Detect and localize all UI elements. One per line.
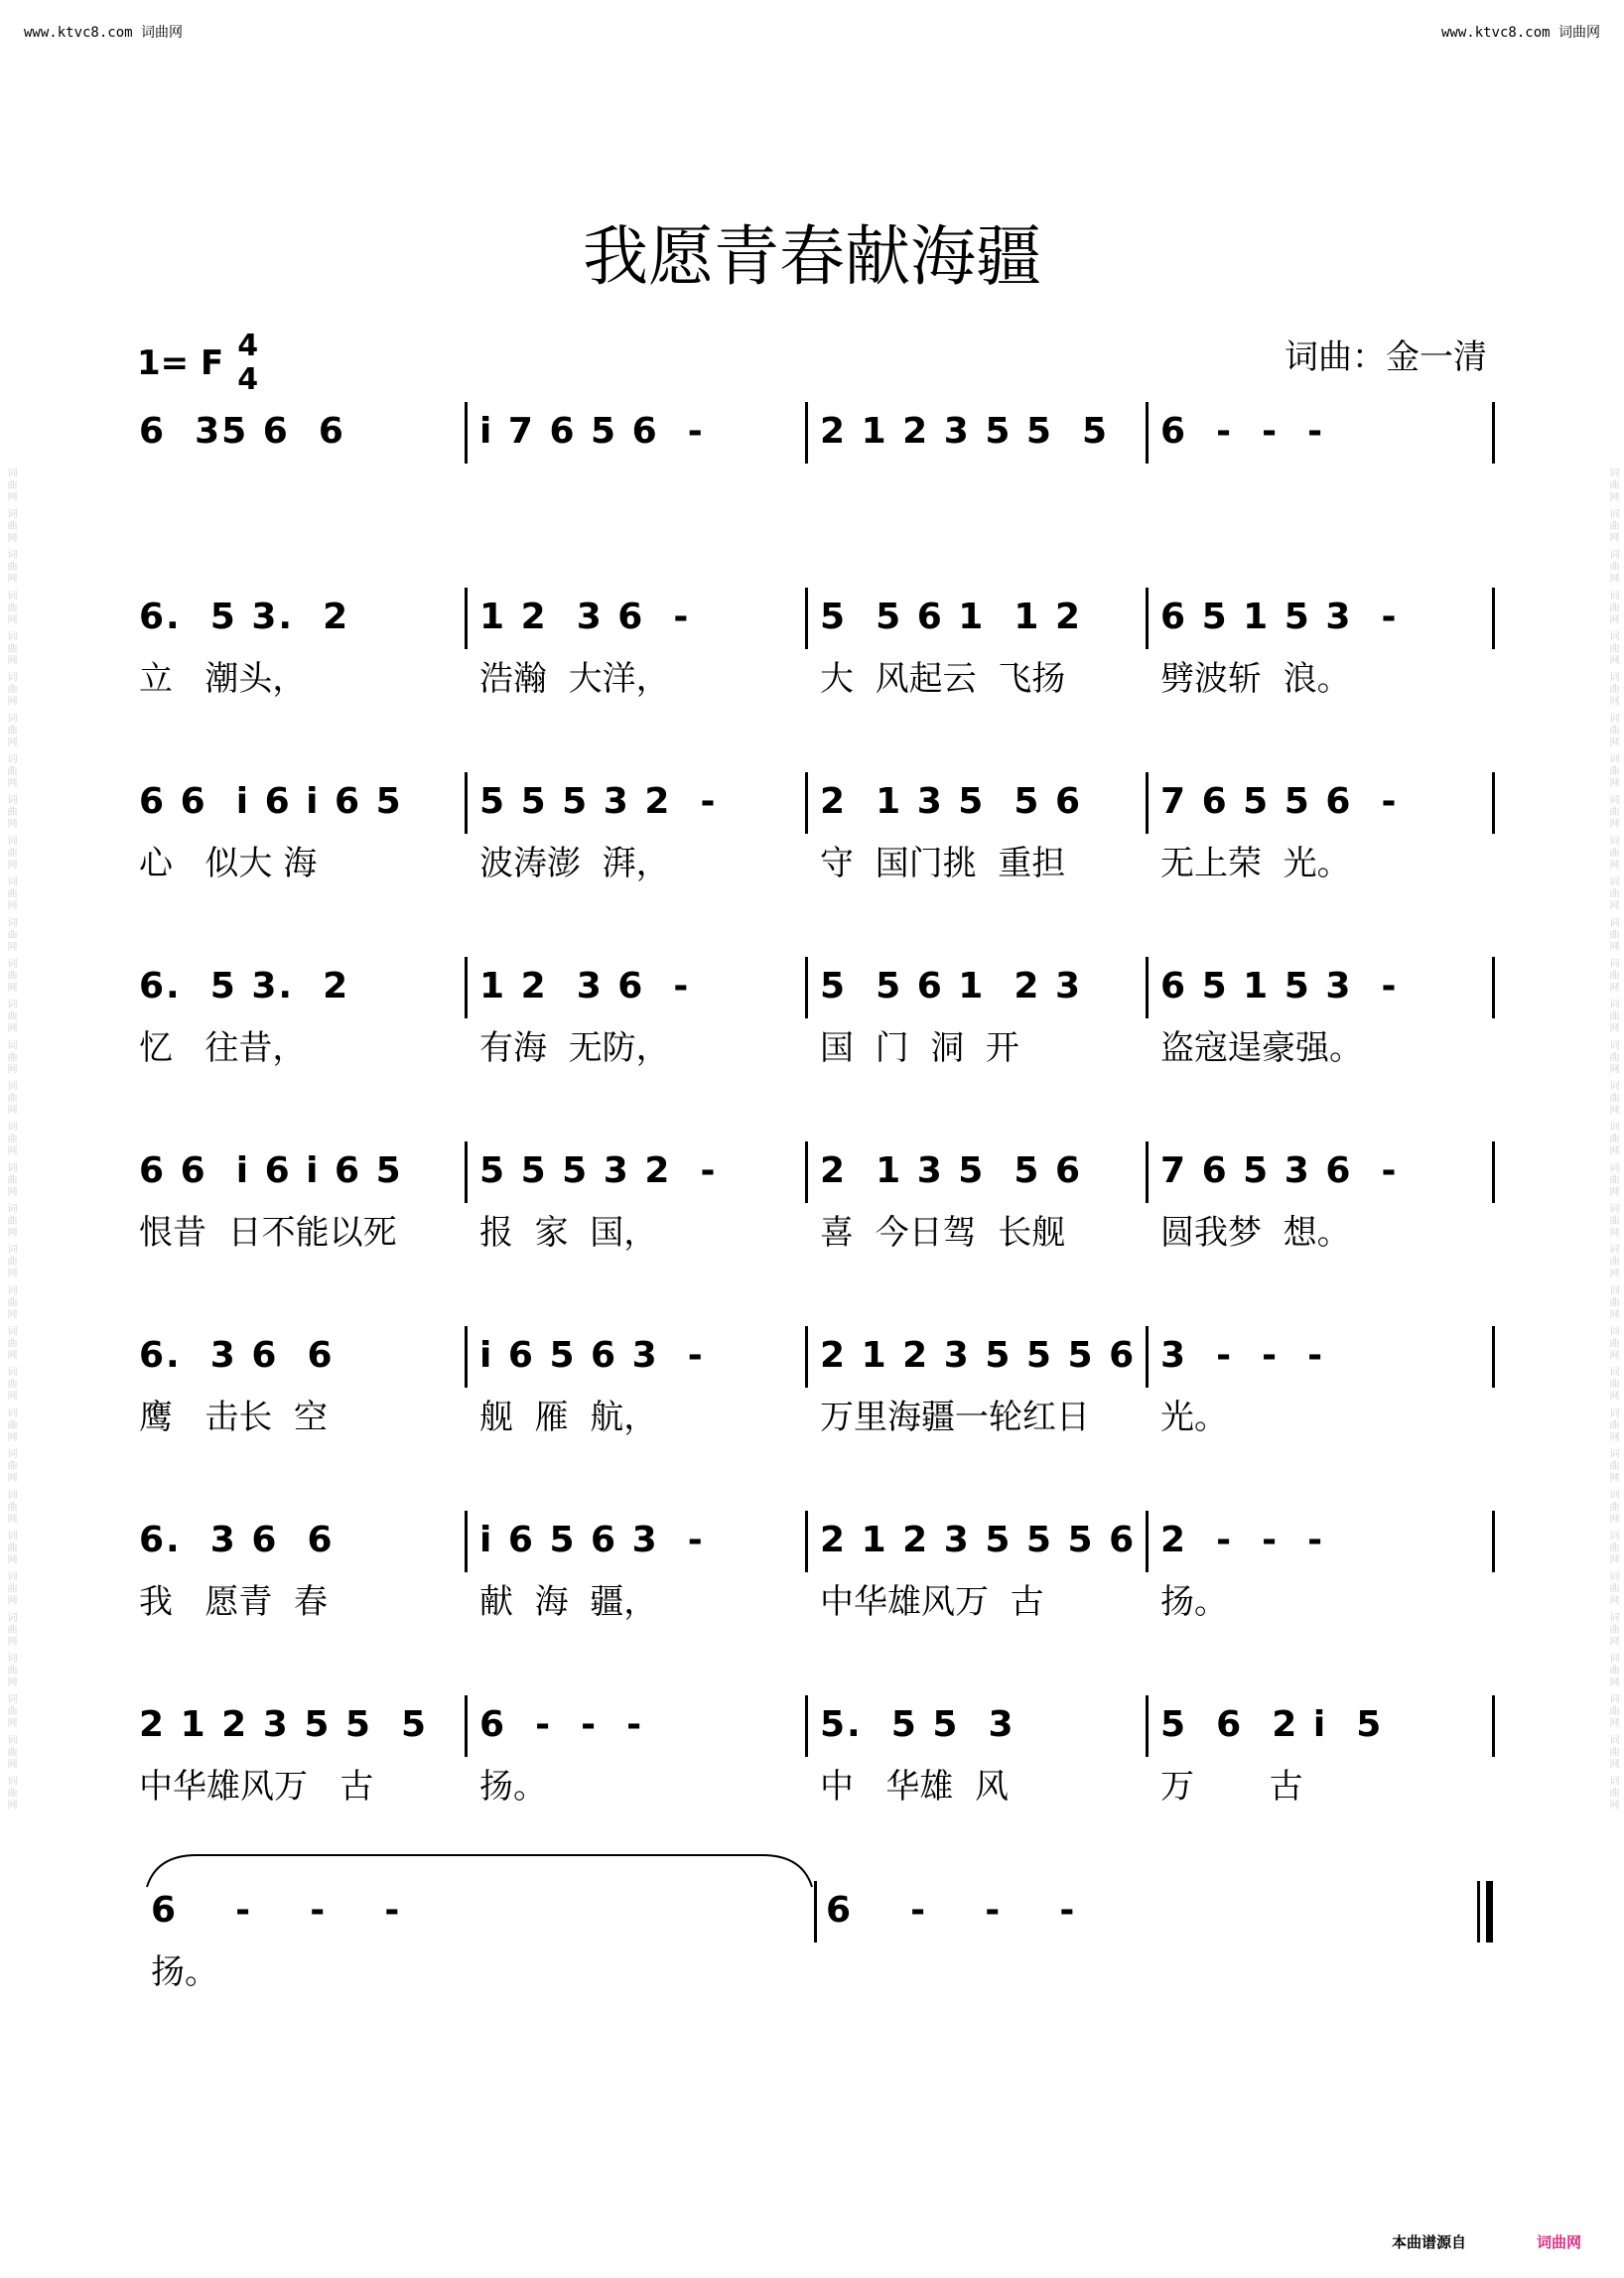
measure: 2 1 3 5 5 6 — [820, 1150, 1083, 1191]
final-barline-thin — [1477, 1881, 1480, 1943]
measure: 6 35 6 6 — [139, 411, 345, 452]
measure: 1 2 3 6 - — [479, 597, 691, 637]
lyric-line: 喜 今日驾 长舰 — [820, 1213, 1066, 1253]
key-signature — [137, 330, 258, 397]
score-system — [137, 1881, 1497, 2020]
barline — [465, 1141, 468, 1203]
lyric-line: 扬。 — [1160, 1582, 1228, 1622]
site-url-left: www.ktvc8.com 词曲网 — [24, 25, 184, 41]
composer-credit: 词曲：金一清 — [1285, 337, 1487, 377]
measure: 6 - - - — [1160, 411, 1325, 452]
score-system — [137, 1326, 1497, 1465]
measure: 6 5 1 5 3 - — [1160, 597, 1399, 637]
measure: 5 5 6 1 2 3 — [820, 966, 1083, 1006]
lyric-line: 万里海疆一轮红日 — [820, 1398, 1090, 1437]
lyric-line: 报 家 国， — [479, 1213, 658, 1253]
measure: 2 1 2 3 5 5 5 6 — [820, 1335, 1137, 1376]
lyric-line: 我 愿青 春 — [139, 1582, 329, 1622]
barline — [805, 588, 808, 649]
lyric-line: 心 似大 海 — [139, 844, 318, 883]
lyric-line: 大 风起云 飞扬 — [820, 659, 1066, 699]
time-top: 4 — [237, 329, 259, 363]
lyric-line: 鹰 击长 空 — [139, 1398, 329, 1437]
lyric-line: 万 古 — [1160, 1767, 1303, 1807]
barline — [805, 1695, 808, 1757]
measure: i 6 5 6 3 - — [479, 1335, 705, 1376]
lyric-line: 扬。 — [479, 1767, 547, 1807]
measure: 6. 3 6 6 — [139, 1520, 335, 1560]
lyric-line: 中华雄风万 古 — [820, 1582, 1044, 1622]
lyric-line: 恨昔 日不能以死 — [139, 1213, 397, 1253]
measure: 6 6 i 6 i 6 5 — [139, 781, 403, 822]
barline — [805, 1511, 808, 1572]
side-watermark-left: 词曲网 词曲网 词曲网 词曲网 词曲网 词曲网 词曲网 词曲网 词曲网 词曲网 词曲网 词曲网 词曲网 词曲网 词曲网 词曲网 词曲网 词曲网 词曲网 词曲网 词曲网 词曲网 词曲网 词曲网 词曲网 词曲网 词曲网 词曲网 词曲网 词曲网 词曲网 词曲网 词曲网 — [5, 467, 16, 1811]
barline — [465, 1511, 468, 1572]
lyric-line: 无上荣 光。 — [1160, 844, 1351, 883]
barline — [1492, 588, 1495, 649]
measure: 7 6 5 3 6 - — [1160, 1150, 1399, 1191]
barline — [465, 588, 468, 649]
measure: 6. 5 3. 2 — [139, 966, 350, 1006]
barline — [465, 957, 468, 1018]
score-system — [137, 402, 1497, 541]
lyric-line: 守 国门挑 重担 — [820, 844, 1066, 883]
score-system — [137, 772, 1497, 911]
lyric-line: 光。 — [1160, 1398, 1228, 1437]
lyric-line: 圆我梦 想。 — [1160, 1213, 1351, 1253]
key-label: 1= F — [137, 343, 224, 383]
measure: 5 5 6 1 1 2 — [820, 597, 1083, 637]
barline — [1146, 402, 1149, 464]
lyric-line: 浩瀚 大洋， — [479, 659, 670, 699]
barline — [1146, 1695, 1149, 1757]
score-system — [137, 1695, 1497, 1834]
barline — [1146, 588, 1149, 649]
measure: 5 5 5 3 2 - — [479, 781, 718, 822]
measure: 2 1 2 3 5 5 5 — [139, 1704, 429, 1745]
barline — [805, 772, 808, 834]
lyric-line: 扬。 — [151, 1952, 218, 1992]
barline — [1492, 1326, 1495, 1388]
song-title: 我愿青春献海疆 — [583, 218, 1041, 295]
measure: 3 - - - — [1160, 1335, 1325, 1376]
measure: 1 2 3 6 - — [479, 966, 691, 1006]
barline — [814, 1881, 817, 1943]
barline — [1146, 1326, 1149, 1388]
lyric-line: 舰 雁 航， — [479, 1398, 658, 1437]
barline — [1146, 772, 1149, 834]
measure: 2 - - - — [1160, 1520, 1325, 1560]
barline — [1492, 1141, 1495, 1203]
score-system — [137, 1141, 1497, 1280]
lyric-line: 国 门 洞 开 — [820, 1028, 1019, 1068]
footer-source-label: 本曲谱源自 — [1392, 2233, 1467, 2251]
barline — [1492, 402, 1495, 464]
barline — [1146, 957, 1149, 1018]
measure: 6. 5 3. 2 — [139, 597, 350, 637]
barline — [1492, 1695, 1495, 1757]
barline — [1492, 957, 1495, 1018]
lyric-line: 立 潮头， — [139, 659, 307, 699]
lyric-line: 波涛澎 湃， — [479, 844, 670, 883]
time-signature — [237, 330, 258, 397]
score-system — [137, 1511, 1497, 1650]
site-url-right: www.ktvc8.com 词曲网 — [1440, 25, 1600, 41]
measure: 5. 5 5 3 — [820, 1704, 1015, 1745]
measure: 6 - - - — [826, 1890, 1077, 1931]
measure: 6 - - - — [151, 1890, 402, 1931]
measure: 7 6 5 5 6 - — [1160, 781, 1399, 822]
lyric-line: 中华雄风万 古 — [139, 1767, 374, 1807]
measure: 5 5 5 3 2 - — [479, 1150, 718, 1191]
measure: 6 5 1 5 3 - — [1160, 966, 1399, 1006]
lyric-line: 有海 无防， — [479, 1028, 670, 1068]
lyric-line: 盗寇逞豪强。 — [1160, 1028, 1363, 1068]
lyric-line: 劈波斩 浪。 — [1160, 659, 1351, 699]
barline — [465, 772, 468, 834]
barline — [805, 1326, 808, 1388]
measure: i 6 5 6 3 - — [479, 1520, 705, 1560]
barline — [465, 402, 468, 464]
measure: 6. 3 6 6 — [139, 1335, 335, 1376]
score-system — [137, 588, 1497, 727]
barline — [1492, 772, 1495, 834]
barline — [1146, 1511, 1149, 1572]
barline — [805, 1141, 808, 1203]
measure: 6 - - - — [479, 1704, 644, 1745]
barline — [465, 1695, 468, 1757]
final-barline-thick — [1486, 1881, 1493, 1943]
barline — [805, 957, 808, 1018]
barline — [1146, 1141, 1149, 1203]
barline — [465, 1326, 468, 1388]
measure: i 7 6 5 6 - — [479, 411, 705, 452]
score-system — [137, 957, 1497, 1096]
side-watermark-right: 词曲网 词曲网 词曲网 词曲网 词曲网 词曲网 词曲网 词曲网 词曲网 词曲网 词曲网 词曲网 词曲网 词曲网 词曲网 词曲网 词曲网 词曲网 词曲网 词曲网 词曲网 词曲网 词曲网 词曲网 词曲网 词曲网 词曲网 词曲网 词曲网 词曲网 词曲网 词曲网 词曲网 — [1607, 467, 1618, 1811]
measure: 5 6 2 i 5 — [1160, 1704, 1384, 1745]
time-bottom: 4 — [237, 362, 259, 397]
barline — [805, 402, 808, 464]
measure: 6 6 i 6 i 6 5 — [139, 1150, 403, 1191]
barline — [1492, 1511, 1495, 1572]
lyric-line: 中 华雄 风 — [820, 1767, 1010, 1807]
measure: 2 1 3 5 5 6 — [820, 781, 1083, 822]
lyric-line: 献 海 疆， — [479, 1582, 658, 1622]
lyric-line: 忆 往昔， — [139, 1028, 307, 1068]
measure: 2 1 2 3 5 5 5 6 — [820, 1520, 1137, 1560]
measure: 2 1 2 3 5 5 5 — [820, 411, 1110, 452]
footer-site-name[interactable]: 词曲网 — [1537, 2233, 1582, 2251]
